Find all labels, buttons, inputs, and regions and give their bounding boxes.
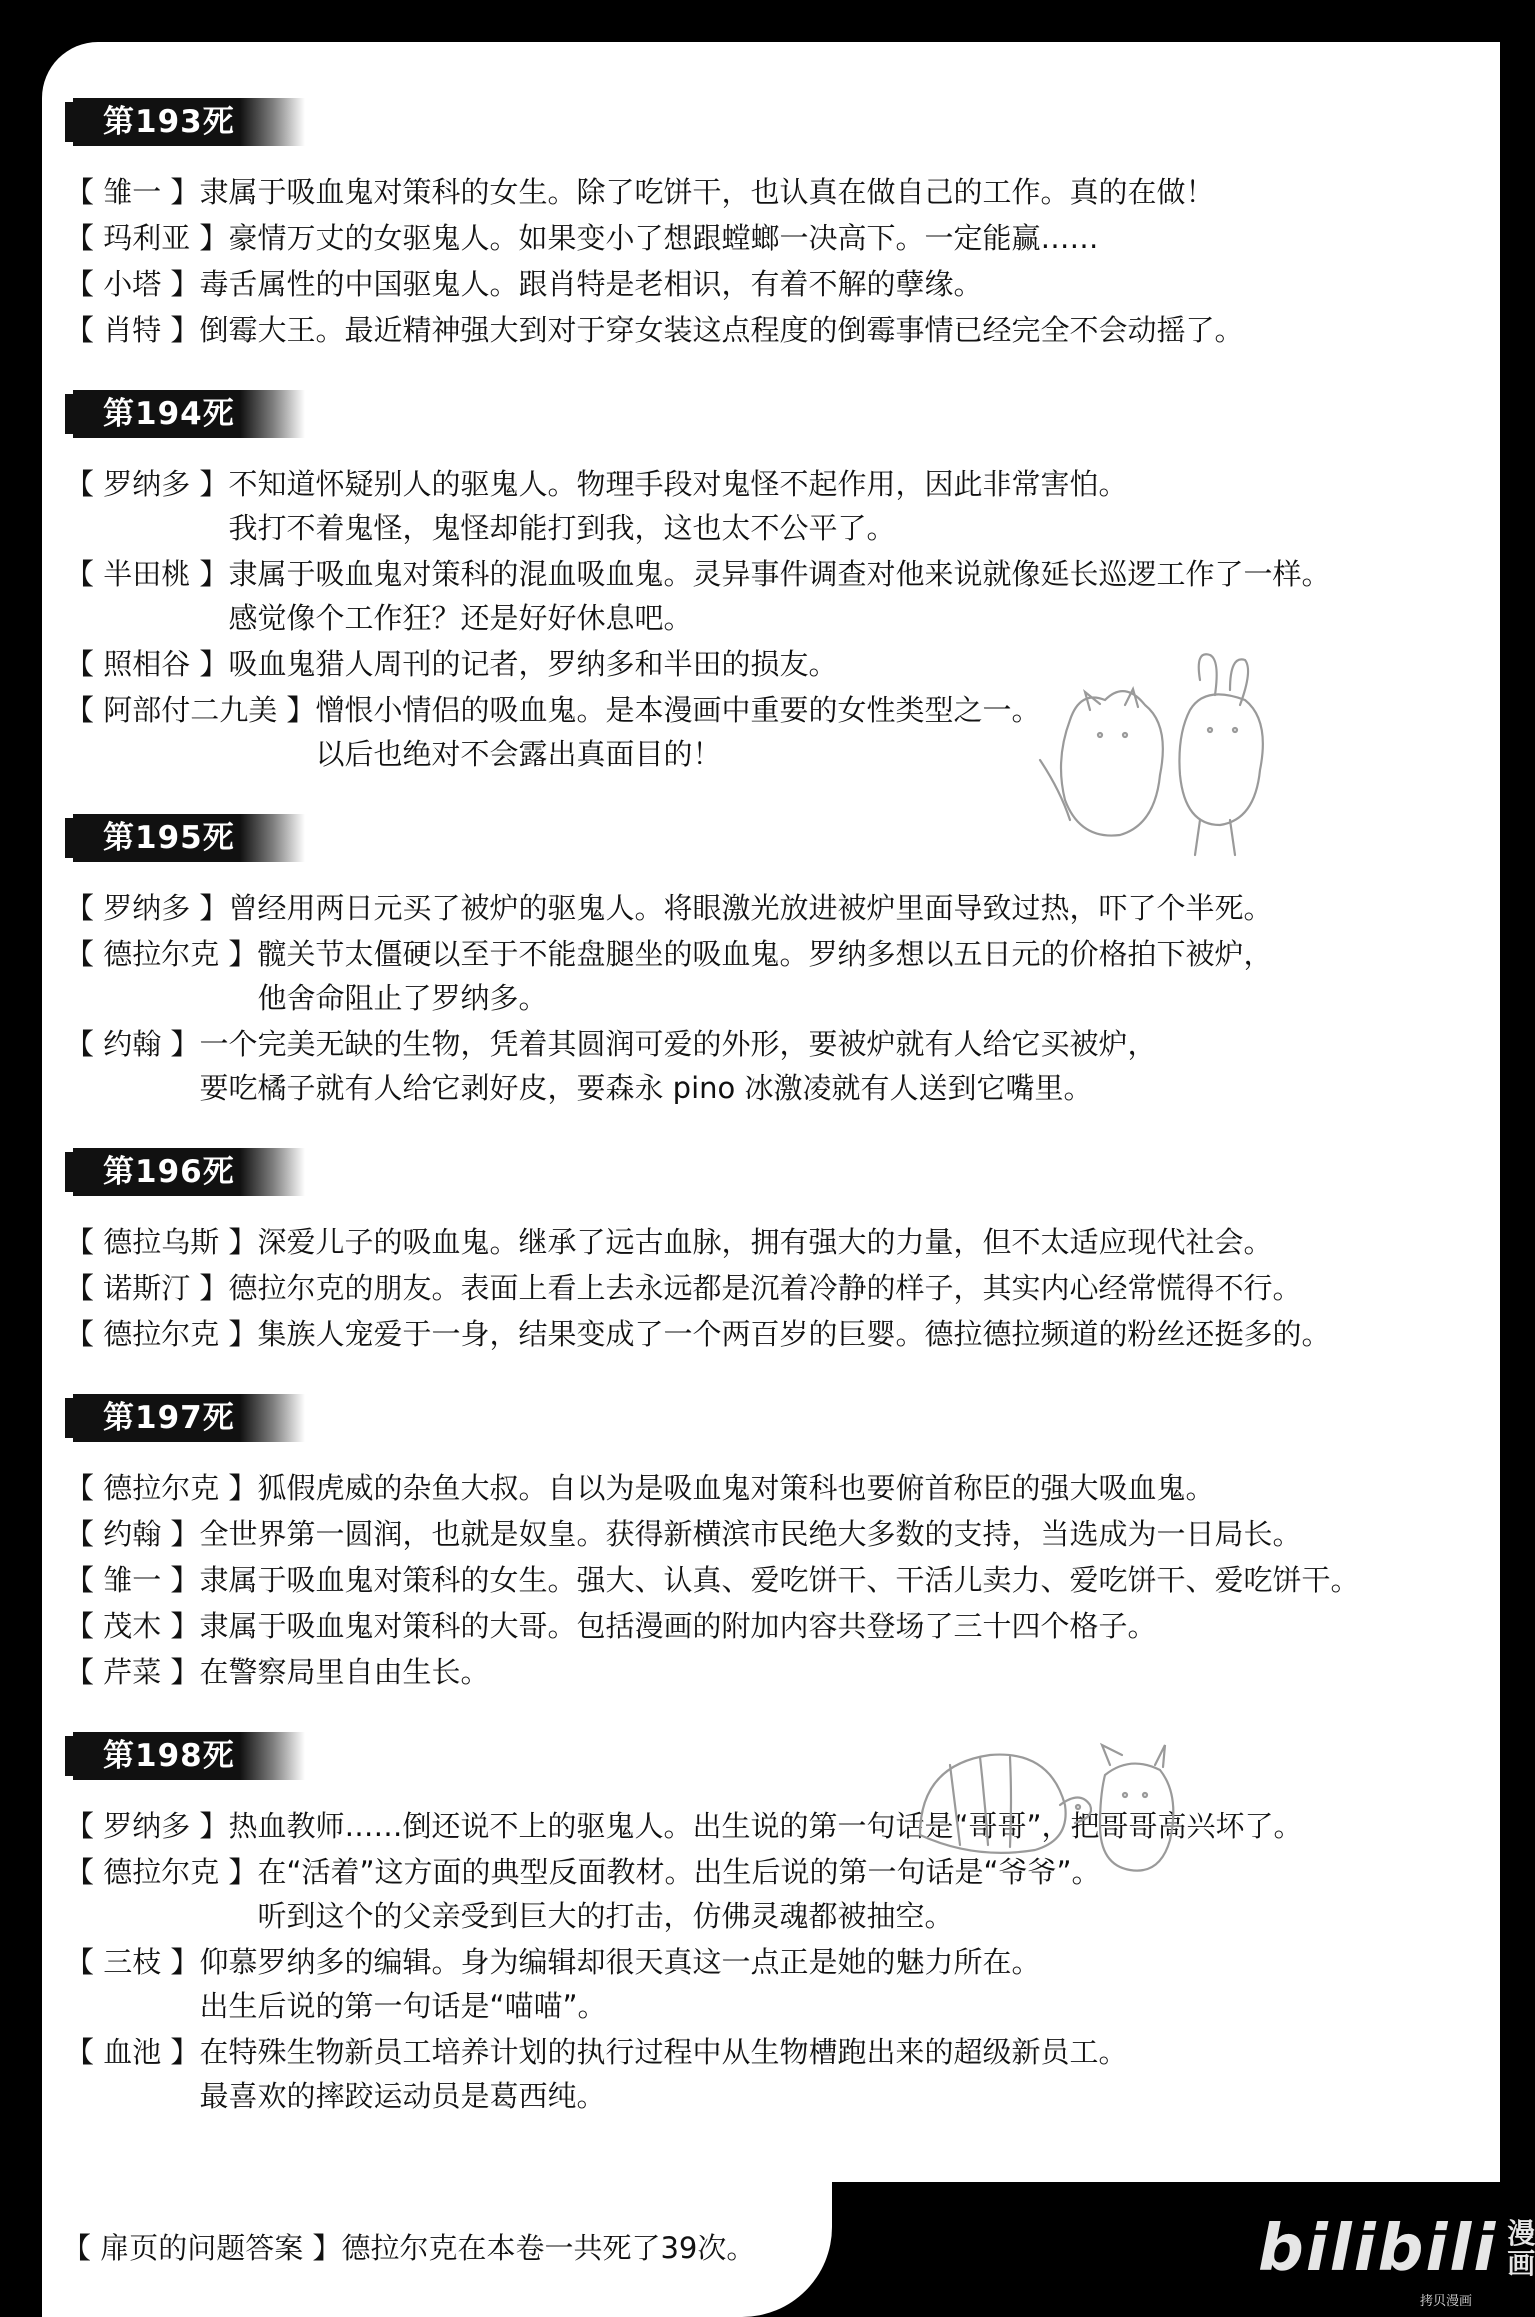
character-name: 【 血池 】: [65, 2035, 200, 2069]
footer-answer: [42, 2182, 832, 2317]
description-line: 深爱儿子的吸血鬼。继承了远古血脉，拥有强大的力量，但不太适应现代社会。: [257, 1225, 1273, 1259]
description-line: 在“活着”这方面的典型反面教材。出生后说的第一句话是“爷爷”。: [257, 1855, 1101, 1889]
character-name: 【 肖特 】: [65, 313, 200, 347]
character-name: 【 玛利亚 】: [65, 221, 229, 255]
cat-rabbit-doodle-icon: [1030, 650, 1290, 870]
character-description: [257, 932, 1455, 1020]
character-name: 【 德拉尔克 】: [65, 937, 258, 971]
character-entry: [65, 1466, 1455, 1510]
character-name: 【 雏一 】: [65, 1563, 200, 1597]
chapter-section: [65, 1732, 1455, 2118]
character-description: [228, 216, 1455, 260]
character-description: [228, 886, 1455, 930]
character-entry: [65, 1940, 1455, 2028]
description-line: 倒霉大王。最近精神强大到对于穿女装这点程度的倒霉事情已经完全不会动摇了。: [199, 313, 1244, 347]
character-description: [228, 552, 1455, 640]
description-line: 以后也绝对不会露出真面目的！: [315, 737, 722, 771]
character-entry: [65, 2030, 1455, 2118]
character-description: [257, 1312, 1455, 1356]
description-line: 毒舌属性的中国驱鬼人。跟肖特是老相识，有着不解的孽缘。: [199, 267, 983, 301]
character-entry: [65, 308, 1455, 352]
character-entry: [65, 216, 1455, 260]
character-name: 【 芹菜 】: [65, 1655, 200, 1689]
character-name: 【 雏一 】: [65, 175, 200, 209]
armadillo-mascot-doodle-icon: [900, 1735, 1200, 1875]
character-name: 【 德拉尔克 】: [65, 1471, 258, 1505]
character-name: 【 德拉尔克 】: [65, 1317, 258, 1351]
chapter-title: 第198死: [73, 1732, 305, 1780]
footer-answer-label: 【 扉页的问题答案 】: [62, 2231, 342, 2265]
character-name: 【 约翰 】: [65, 1027, 200, 1061]
description-line: 曾经用两日元买了被炉的驱鬼人。将眼激光放进被炉里面导致过热，吓了个半死。: [228, 891, 1273, 925]
character-name: 【 三枝 】: [65, 1945, 200, 1979]
description-line: 德拉尔克的朋友。表面上看上去永远都是沉着冷静的样子，其实内心经常慌得不行。: [228, 1271, 1302, 1305]
chapter-title: 第197死: [73, 1394, 305, 1442]
character-name: 【 罗纳多 】: [65, 467, 229, 501]
chapter-title: 第196死: [73, 1148, 305, 1196]
character-description: [199, 1022, 1455, 1110]
character-name: 【 罗纳多 】: [65, 891, 229, 925]
chapter-section: [65, 1148, 1455, 1356]
character-name: 【 诺斯汀 】: [65, 1271, 229, 1305]
description-line: 隶属于吸血鬼对策科的女生。除了吃饼干，也认真在做自己的工作。真的在做！: [199, 175, 1215, 209]
character-description: [199, 1650, 1455, 1694]
description-line: 最喜欢的摔跤运动员是葛西纯。: [199, 2079, 606, 2113]
description-line: 髋关节太僵硬以至于不能盘腿坐的吸血鬼。罗纳多想以五日元的价格拍下被炉，: [257, 937, 1273, 971]
character-description: [257, 1850, 1455, 1938]
character-entry: [65, 262, 1455, 306]
character-entry: [65, 1604, 1455, 1648]
description-line: 要吃橘子就有人给它剥好皮，要森永 pino 冰激凌就有人送到它嘴里。: [199, 1071, 1093, 1105]
footer-answer-text: [62, 2226, 755, 2270]
character-name: 【 约翰 】: [65, 1517, 200, 1551]
character-notes: [65, 98, 1455, 2156]
character-entry: [65, 462, 1455, 550]
description-line: 憎恨小情侣的吸血鬼。是本漫画中重要的女性类型之一。: [315, 693, 1041, 727]
description-line: 他舍命阻止了罗纳多。: [257, 981, 548, 1015]
character-name: 【 小塔 】: [65, 267, 200, 301]
description-line: 吸血鬼猎人周刊的记者，罗纳多和半田的损友。: [228, 647, 838, 681]
character-description: [257, 1220, 1455, 1264]
bilibili-logo: bilibili: [1258, 2212, 1498, 2286]
description-line: 隶属于吸血鬼对策科的混血吸血鬼。灵异事件调查对他来说就像延长巡逻工作了一样。: [228, 557, 1331, 591]
character-description: [257, 1466, 1455, 1510]
character-entry: [65, 1650, 1455, 1694]
character-entry: [65, 1312, 1455, 1356]
description-line: 出生后说的第一句话是“喵喵”。: [199, 1989, 607, 2023]
description-line: 在警察局里自由生长。: [199, 1655, 490, 1689]
character-description: [199, 262, 1455, 306]
character-description: [199, 1604, 1455, 1648]
character-entry: [65, 932, 1455, 1020]
character-entry: [65, 552, 1455, 640]
character-entry: [65, 1804, 1455, 1848]
description-line: 听到这个的父亲受到巨大的打击，仿佛灵魂都被抽空。: [257, 1899, 954, 1933]
chapter-section: [65, 1394, 1455, 1694]
footer-answer-value: 德拉尔克在本卷一共死了39次。: [341, 2231, 756, 2265]
character-entry: [65, 1220, 1455, 1264]
character-entry: [65, 1266, 1455, 1310]
character-entry: [65, 1022, 1455, 1110]
description-line: 集族人宠爱于一身，结果变成了一个两百岁的巨婴。德拉德拉频道的粉丝还挺多的。: [257, 1317, 1331, 1351]
description-line: 隶属于吸血鬼对策科的大哥。包括漫画的附加内容共登场了三十四个格子。: [199, 1609, 1157, 1643]
character-description: [199, 1558, 1455, 1602]
character-name: 【 阿部付二九美 】: [65, 693, 316, 727]
character-description: [228, 1266, 1455, 1310]
character-name: 【 照相谷 】: [65, 647, 229, 681]
character-description: [199, 308, 1455, 352]
description-line: 豪情万丈的女驱鬼人。如果变小了想跟螳螂一决高下。一定能赢……: [228, 221, 1099, 255]
character-description: [228, 462, 1455, 550]
bilibili-watermark: [1258, 2212, 1535, 2286]
description-line: 不知道怀疑别人的驱鬼人。物理手段对鬼怪不起作用，因此非常害怕。: [228, 467, 1128, 501]
character-description: [199, 1512, 1455, 1556]
character-entry: [65, 1512, 1455, 1556]
description-line: 全世界第一圆润，也就是奴皇。获得新横滨市民绝大多数的支持，当选成为一日局长。: [199, 1517, 1302, 1551]
description-line: 热血教师……倒还说不上的驱鬼人。出生说的第一句话是“哥哥”，把哥哥高兴坏了。: [228, 1809, 1303, 1843]
character-entry: [65, 170, 1455, 214]
description-line: 我打不着鬼怪，鬼怪却能打到我，这也太不公平了。: [228, 511, 896, 545]
character-name: 【 德拉尔克 】: [65, 1855, 258, 1889]
chapter-section: [65, 98, 1455, 352]
character-description: [199, 170, 1455, 214]
character-entry: [65, 1558, 1455, 1602]
description-line: 隶属于吸血鬼对策科的女生。强大、认真、爱吃饼干、干活儿卖力、爱吃饼干、爱吃饼干。: [199, 1563, 1360, 1597]
character-name: 【 罗纳多 】: [65, 1809, 229, 1843]
character-name: 【 半田桃 】: [65, 557, 229, 591]
chapter-title: 第195死: [73, 814, 305, 862]
description-line: 狐假虎威的杂鱼大叔。自以为是吸血鬼对策科也要俯首称臣的强大吸血鬼。: [257, 1471, 1215, 1505]
description-line: 仰慕罗纳多的编辑。身为编辑却很天真这一点正是她的魅力所在。: [199, 1945, 1041, 1979]
chapter-title: 第193死: [73, 98, 305, 146]
description-line: 在特殊生物新员工培养计划的执行过程中从生物槽跑出来的超级新员工。: [199, 2035, 1128, 2069]
chapter-title: 第194死: [73, 390, 305, 438]
character-entry: [65, 1850, 1455, 1938]
description-line: 一个完美无缺的生物，凭着其圆润可爱的外形，要被炉就有人给它买被炉，: [199, 1027, 1157, 1061]
character-name: 【 德拉乌斯 】: [65, 1225, 258, 1259]
character-description: [228, 1804, 1455, 1848]
character-name: 【 茂木 】: [65, 1609, 200, 1643]
description-line: 感觉像个工作狂？还是好好休息吧。: [228, 601, 693, 635]
character-description: [199, 2030, 1455, 2118]
manhua-label: 漫 画: [1507, 2217, 1535, 2280]
corner-source-label: 拷贝漫画: [1420, 2294, 1473, 2309]
character-entry: [65, 886, 1455, 930]
character-description: [199, 1940, 1455, 2028]
